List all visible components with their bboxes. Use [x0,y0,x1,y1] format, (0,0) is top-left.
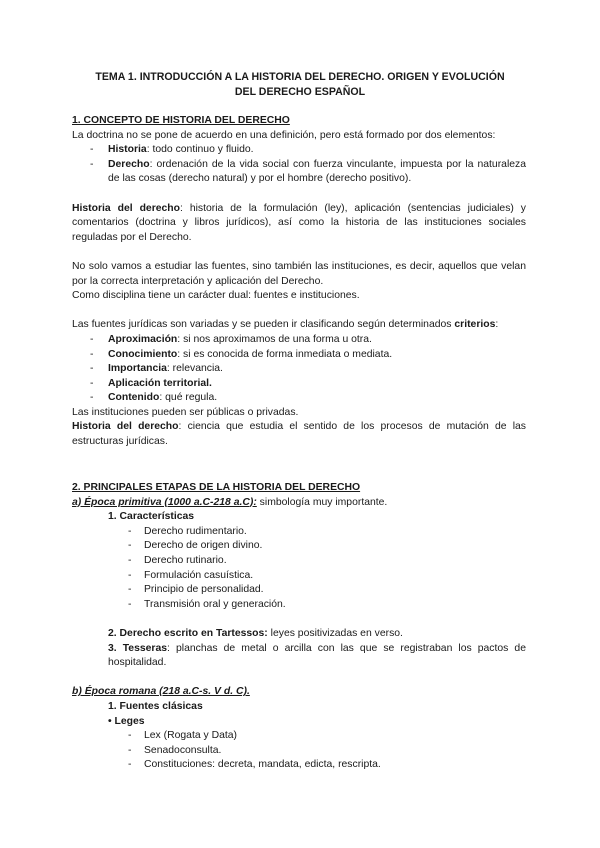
epoch-a-text: simbología muy importante. [256,496,388,508]
list-item: - Senadoconsulta. [128,744,222,756]
item-text: Principio de personalidad. [144,584,264,596]
item-term: Aplicación territorial. [108,377,212,389]
sources-term: criterios [454,319,496,331]
list-item: - Constituciones: decreta, mandata, edicta, rescripta. [128,759,381,771]
definition-2-term: Historia del derecho [72,421,179,433]
item-text: : qué regula. [159,392,218,404]
list-item: - Aproximación: si nos aproximamos de una forma u otra. [90,333,372,345]
section-1-heading: 1. CONCEPTO DE HISTORIA DEL DERECHO [72,115,290,126]
title-line-1: TEMA 1. INTRODUCCIÓN A LA HISTORIA DEL DERECHO. ORIGEN Y EVOLUCIÓN [95,71,505,83]
section-2-heading: 2. PRINCIPALES ETAPAS DE LA HISTORIA DEL DERECHO [72,482,361,493]
tesseras-term: 3. Tesseras [108,642,168,654]
list-item: - Transmisión oral y generación. [128,598,286,610]
item-term: Aproximación [108,333,178,345]
definition-term: Historia del derecho [72,202,180,214]
item-text: Derecho rutinario. [144,554,227,566]
item-term: Importancia [108,363,167,375]
list-item: - Derecho rudimentario. [128,525,247,537]
list-item: - Contenido: qué regula. [90,392,218,404]
sources-intro: Las fuentes jurídicas son variadas y se pueden ir clasificando según determinados [72,319,455,331]
item-text: Lex (Rogata y Data) [144,730,237,742]
item-text: Derecho rudimentario. [144,525,247,537]
section-1 [72,114,526,450]
leges-heading [72,715,526,730]
epoch-b-heading: b) Época romana (218 a.C-s. V d. C). [72,686,250,698]
definition-2-text: : ciencia que estudia el sentido de los procesos de mutación de las estructuras jurídicas. [72,421,526,448]
item-term: Historia [108,144,147,156]
title-line-2: DEL DERECHO ESPAÑOL [234,86,366,98]
item-text: : si es conocida de forma inmediata o mediata. [177,348,393,360]
list-item: - Principio de personalidad. [128,584,264,596]
tesseras-paragraph [72,642,526,671]
definition-paragraph [72,202,526,246]
elements-list [72,143,526,187]
characteristics-heading-text: 1. Características [108,511,195,523]
tartessos-text: leyes positivizadas en verso. [267,627,403,639]
dual-paragraph: Como disciplina tiene un carácter dual: fuentes e instituciones. [72,290,360,302]
tartessos-term: 2. Derecho escrito en Tartessos: [108,627,268,639]
list-item: - Derecho rutinario. [128,554,227,566]
item-text: : si nos aproximamos de una forma u otra. [177,333,372,345]
definition-text: : historia de la formulación (ley), aplicación (sentencias judiciales) y comentarios (doctrina y libros jurídicos), así como la historia de las instituciones sociales reguladas por el Derecho. [72,202,526,243]
document-title [70,70,530,100]
epoch-b-line [72,685,526,700]
section-2 [72,481,526,773]
section-1-intro: La doctrina no se pone de acuerdo en una definición, pero está formado por dos elementos: [72,129,496,141]
leges-heading-text: • Leges [108,715,145,727]
list-item: - Aplicación territorial. [90,377,212,389]
list-item: - Historia: todo continuo y fluido. [90,144,254,156]
leges-list [72,729,526,773]
list-item: - Lex (Rogata y Data) [128,730,237,742]
epoch-a-heading: a) Época primitiva (1000 a.C-218 a.C): [72,496,257,508]
tesseras-text: : planchas de metal o arcilla con las que se registraban los pactos de hospitalidad. [108,642,526,669]
sources-end: : [495,319,499,331]
list-item: - Conocimiento: si es conocida de forma inmediata o mediata. [90,348,393,360]
item-text: Constituciones: decreta, mandata, edicta, rescripta. [144,759,381,771]
item-text: : relevancia. [166,363,223,375]
sources-paragraph [72,318,526,333]
item-text: Transmisión oral y generación. [144,598,286,610]
item-text: : todo continuo y fluido. [146,144,254,156]
item-text: Derecho de origen divino. [144,540,263,552]
characteristics-heading [72,510,526,525]
criteria-list [72,333,526,406]
definition-2-paragraph [72,420,526,449]
list-item: - Derecho: ordenación de la vida social con fuerza vinculante, impuesta por la naturaleza de las cosas (derecho natural) y por el hombre (derecho positivo). [90,158,526,185]
item-term: Contenido [108,392,160,404]
fuentes-heading-text: 1. Fuentes clásicas [108,700,203,712]
epoch-a-line [72,496,526,511]
tartessos-paragraph [72,627,526,642]
item-text: Formulación casuística. [144,569,254,581]
item-term: Conocimiento [108,348,178,360]
fuentes-heading [72,700,526,715]
item-term: Derecho [108,158,150,170]
list-item: - Formulación casuística. [128,569,254,581]
list-item: - Derecho de origen divino. [128,540,263,552]
institutions-paragraph: Las instituciones pueden ser públicas o privadas. [72,406,299,418]
study-paragraph: No solo vamos a estudiar las fuentes, sino también las instituciones, es decir, aquellos que velan por la correcta interpretación y aplicación del Derecho. [72,260,526,287]
item-text: Senadoconsulta. [144,744,222,756]
list-item: - Importancia: relevancia. [90,363,223,375]
characteristics-list [72,525,526,613]
item-text: : ordenación de la vida social con fuerza vinculante, impuesta por la naturaleza de las cosas (derecho natural) y por el hombre (derecho positivo). [108,158,526,185]
